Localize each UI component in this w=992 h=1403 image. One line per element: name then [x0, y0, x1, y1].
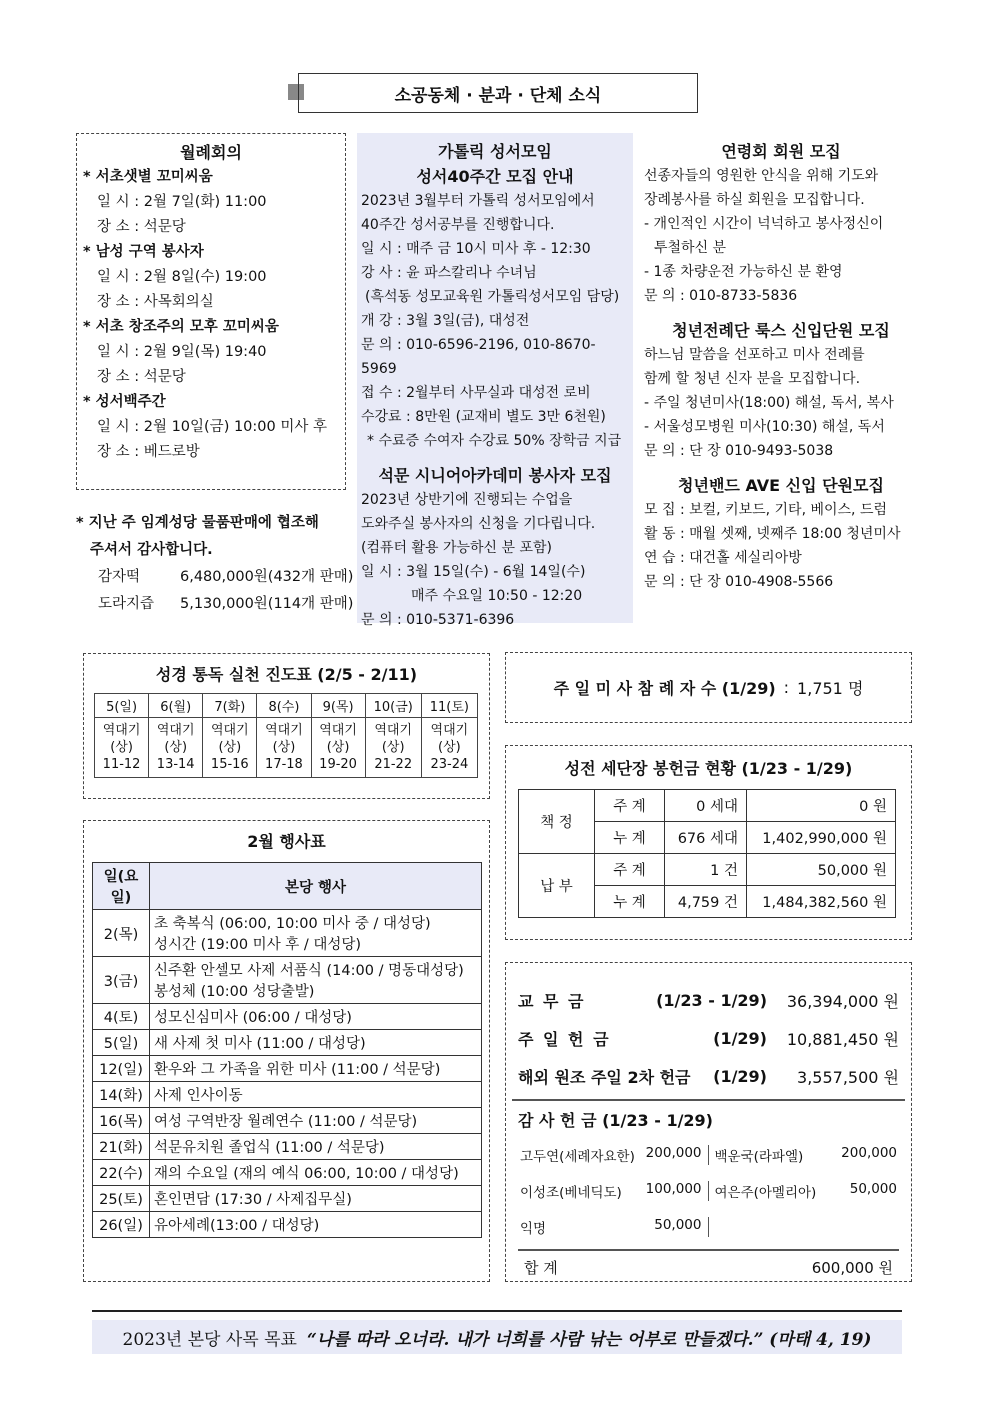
events-desc: [150, 1004, 482, 1030]
reading-vol: (상): [438, 740, 461, 755]
meeting-time: 일 시 : 2월 8일(수) 19:00: [97, 269, 267, 285]
events-col-date: 일(요일): [93, 863, 150, 910]
footer-rule: [92, 1310, 902, 1312]
gift-cell: [709, 1181, 900, 1201]
events-desc: [150, 1108, 482, 1134]
events-row: [93, 957, 482, 1004]
reading-vol: (상): [326, 740, 350, 755]
lux-line: 함께 할 청년 신자 분을 모집합니다.: [644, 371, 861, 387]
reading-book: 역대기: [374, 723, 413, 738]
events-date: 22(수): [93, 1160, 150, 1186]
money-value: 10,881,450 원: [786, 1029, 899, 1049]
gift-total: 합 계 600,000 원: [518, 1249, 899, 1283]
events-desc: [150, 1186, 482, 1212]
reading-vol: (상): [381, 740, 405, 755]
bongheon-table: [518, 789, 896, 918]
events-date: 12(일): [93, 1056, 150, 1082]
events-date: 3(금): [93, 957, 150, 1004]
reading-cell: [95, 718, 149, 778]
money-row: [518, 1057, 899, 1095]
bongheon-row: [519, 854, 896, 886]
events-row: [93, 1186, 482, 1212]
yeonryeong-line: - 개인적인 시간이 넉넉하고 봉사정신이: [644, 216, 884, 232]
reading-vol: (상): [272, 740, 296, 755]
bible-box: [357, 133, 633, 628]
bongheon-amount: 0 원: [747, 790, 896, 822]
senior-line: 2023년 상반기에 진행되는 수업을: [361, 492, 573, 508]
senior-line: 매주 수요일 10:50 - 12:20: [411, 588, 583, 604]
bongheon-count: 0 세대: [665, 790, 747, 822]
bible-line: 수강료 : 8만원 (교재비 별도 3만 6천원): [361, 409, 606, 425]
events-date: 21(화): [93, 1134, 150, 1160]
section-title: 소공동체 · 분과 · 단체 소식: [394, 85, 602, 106]
events-date: 26(일): [93, 1212, 150, 1238]
bongheon-kind: 주 계: [595, 790, 665, 822]
bongheon-kind: 누 계: [595, 822, 665, 854]
thanks-item: 도라지즙 5,130,000원(114개 판매): [98, 596, 354, 612]
band-title: 청년밴드 AVE 신입 단원모집: [678, 476, 884, 495]
events-item: 새 사제 첫 미사 (11:00 / 대성당): [154, 1036, 366, 1052]
events-desc: [150, 1212, 482, 1238]
bongheon-amount: 1,402,990,000 원: [747, 822, 896, 854]
gift-name: 여은주(아멜리아): [714, 1185, 817, 1201]
reading-day: 9(목): [311, 694, 365, 718]
lux-line: 문 의 : 단 장 010-9493-5038: [644, 443, 834, 459]
events-col-event: 본당 행사: [150, 863, 482, 910]
reading-table: [94, 693, 478, 778]
gift-title: 감 사 헌 금 (1/23 - 1/29): [518, 1110, 713, 1130]
yeonryeong-line: 선종자들의 영원한 안식을 위해 기도와: [644, 168, 879, 184]
yeonryeong-line: 문 의 : 010-8733-5836: [644, 288, 798, 304]
reading-vol: (상): [164, 740, 188, 755]
meeting-place: 장 소 : 베드로방: [97, 444, 200, 460]
yeonryeong-line: 장례봉사를 하실 회원을 모집합니다.: [644, 192, 865, 208]
bongheon-kind: 누 계: [595, 886, 665, 918]
events-item: 초 축복식 (06:00, 10:00 미사 중 / 대성당): [154, 916, 431, 932]
reading-cell: [203, 718, 257, 778]
bible-line: 문 의 : 010-6596-2196, 010-8670-5969: [361, 337, 596, 377]
events-row: [93, 1056, 482, 1082]
reading-book: 역대기: [265, 723, 303, 738]
thanks-item: 감자떡 6,480,000원(432개 판매): [98, 569, 354, 585]
meetings-title: 월례회의: [180, 143, 242, 162]
meeting-name: * 성서백주간: [83, 394, 166, 410]
events-date: 2(목): [93, 910, 150, 957]
bongheon-group: 납 부: [519, 854, 595, 918]
events-desc: [150, 910, 482, 957]
bible-line: 일 시 : 매주 금 10시 미사 후 - 12:30: [361, 241, 591, 257]
money-box: [505, 962, 912, 1282]
gift-amount: 100,000: [645, 1181, 702, 1197]
bible-line: * 수료증 수여자 수강료 50% 장학금 지급: [367, 433, 622, 449]
meeting-name: * 서초 창조주의 모후 꼬미씨움: [83, 319, 279, 335]
reading-book: 역대기: [430, 723, 469, 738]
lux-title: 청년전례단 룩스 신입단원 모집: [672, 321, 890, 340]
gift-row: [518, 1137, 899, 1173]
events-item: 유아세례(13:00 / 대성당): [154, 1218, 320, 1234]
events-item: 혼인면담 (17:30 / 사제집무실): [154, 1192, 352, 1208]
gift-amount: 200,000: [841, 1145, 897, 1161]
events-desc: [150, 1134, 482, 1160]
bongheon-count: 676 세대: [665, 822, 747, 854]
band-line: 문 의 : 단 장 010-4908-5566: [644, 574, 834, 590]
events-row: [93, 1082, 482, 1108]
gift-amount: 50,000: [849, 1181, 897, 1197]
events-desc: [150, 1160, 482, 1186]
yeonryeong-title: 연령회 회원 모집: [721, 142, 841, 161]
events-item: 석문유치원 졸업식 (11:00 / 석문당): [154, 1140, 385, 1156]
yeonryeong-line: 투철하신 분: [654, 240, 727, 256]
senior-line: 도와주실 봉사자의 신청을 기다립니다.: [361, 516, 596, 532]
meeting-name: * 서초샛별 꼬미씨움: [83, 169, 213, 185]
senior-line: 일 시 : 3월 15일(수) - 6월 14일(수): [361, 564, 586, 580]
reading-day: 8(수): [257, 694, 311, 718]
gift-name: 백운국(라파엘): [714, 1149, 804, 1165]
events-desc: [150, 957, 482, 1004]
reading-cell: [365, 718, 421, 778]
events-row: [93, 1004, 482, 1030]
meeting-place: 장 소 : 석문당: [97, 219, 186, 235]
bible-line: 2023년 3월부터 가톨릭 성서모임에서: [361, 193, 595, 209]
footer: [92, 1320, 902, 1354]
bible-line: (흑석동 성모교육원 가톨릭성서모임 담당): [365, 289, 620, 305]
attendance-box: 주 일 미 사 참 례 자 수 (1/29) : 1,751 명: [505, 652, 912, 723]
events-row: [93, 1212, 482, 1238]
reading-cell: [421, 718, 477, 778]
band-line: 연 습 : 대건홀 세실리아방: [644, 550, 802, 566]
bongheon-kind: 주 계: [595, 854, 665, 886]
reading-cell: [311, 718, 365, 778]
reading-book: 역대기: [102, 723, 141, 738]
section-header: [298, 73, 698, 113]
lux-line: 하느님 말씀을 선포하고 미사 전례를: [644, 347, 865, 363]
events-date: 4(토): [93, 1004, 150, 1030]
gift-name: 익명: [520, 1221, 547, 1237]
money-row: [518, 1019, 899, 1057]
gift-row: [518, 1173, 899, 1209]
recruit-column: [642, 133, 920, 600]
meeting-place: 장 소 : 석문당: [97, 369, 186, 385]
events-date: 5(일): [93, 1030, 150, 1056]
reading-ch: 13-14: [156, 757, 195, 772]
events-row: [93, 1160, 482, 1186]
bible-title2: 성서40주간 모집 안내: [416, 167, 574, 186]
reading-vol: (상): [218, 740, 242, 755]
reading-ch: 15-16: [210, 757, 249, 772]
gift-amount: 50,000: [654, 1217, 702, 1233]
meeting-time: 일 시 : 2월 9일(목) 19:40: [97, 344, 267, 360]
reading-book: 역대기: [210, 723, 249, 738]
reading-book: 역대기: [319, 723, 357, 738]
events-row: [93, 1030, 482, 1056]
bongheon-title: 성전 세단장 봉헌금 현황 (1/23 - 1/29): [564, 759, 853, 778]
reading-ch: 23-24: [430, 757, 469, 772]
bible-line: 강 사 : 윤 파스칼리나 수녀님: [361, 265, 537, 281]
reading-ch: 21-22: [374, 757, 413, 772]
gift-cell: [518, 1145, 709, 1165]
bongheon-group: 책 정: [519, 790, 595, 854]
events-table: [92, 862, 482, 1238]
reading-day: 5(일): [95, 694, 149, 718]
thanks-line1: * 지난 주 임계성당 물품판매에 협조해: [76, 515, 319, 531]
senior-line: 문 의 : 010-5371-6396: [361, 612, 515, 628]
reading-title: 성경 통독 실천 진도표 (2/5 - 2/11): [155, 665, 418, 684]
events-item: 성모신심미사 (06:00 / 대성당): [154, 1010, 352, 1026]
money-value: 36,394,000 원: [786, 991, 899, 1011]
thanks-block: [76, 510, 356, 618]
band-line: 활 동 : 매월 셋째, 넷째주 18:00 청년미사: [644, 526, 901, 542]
events-row: [93, 1108, 482, 1134]
events-item: 환우와 그 가족을 위한 미사 (11:00 / 석문당): [154, 1062, 441, 1078]
meeting-time: 일 시 : 2월 7일(화) 11:00: [97, 194, 267, 210]
meeting-name: * 남성 구역 봉사자: [83, 244, 204, 260]
lux-line: - 주일 청년미사(18:00) 해설, 독서, 복사: [644, 395, 894, 411]
money-row: [518, 981, 899, 1019]
bible-line: 40주간 성서공부를 진행합니다.: [361, 217, 555, 233]
events-item: 신주환 안셀모 사제 서품식 (14:00 / 명동대성당): [154, 963, 464, 979]
gift-cell: [518, 1217, 709, 1237]
meetings-box: [76, 133, 346, 490]
reading-cell: [257, 718, 311, 778]
bongheon-count: 1 건: [665, 854, 747, 886]
money-period: (1/29): [713, 1066, 767, 1086]
footer-prefix: 2023년 본당 사목 목표: [122, 1329, 297, 1350]
bongheon-count: 4,759 건: [665, 886, 747, 918]
bible-title1: 가톨릭 성서모임: [438, 142, 552, 161]
bible-line: 개 강 : 3월 3일(금), 대성전: [361, 313, 530, 329]
gift-list: [518, 1137, 899, 1245]
gift-name: 고두연(세례자요한): [520, 1149, 635, 1165]
reading-ch: 19-20: [319, 757, 357, 772]
events-desc: [150, 1082, 482, 1108]
events-title: 2월 행사표: [247, 832, 326, 851]
events-item: 봉성체 (10:00 성당출발): [154, 984, 315, 1000]
reading-ch: 11-12: [102, 757, 141, 772]
senior-title: 석문 시니어아카데미 봉사자 모집: [378, 466, 612, 485]
reading-book: 역대기: [156, 723, 195, 738]
events-date: 25(토): [93, 1186, 150, 1212]
reading-plan-box: [83, 653, 490, 799]
events-row: [93, 910, 482, 957]
money-value: 3,557,500 원: [797, 1067, 899, 1087]
money-label: 주 일 헌 금: [518, 1029, 611, 1049]
money-label: 교 무 금: [518, 991, 586, 1011]
reading-day: 6(월): [149, 694, 203, 718]
events-item: 여성 구역반장 월례연수 (11:00 / 석문당): [154, 1114, 418, 1130]
money-period: (1/23 - 1/29): [656, 990, 767, 1010]
events-item: 재의 수요일 (재의 예식 06:00, 10:00 / 대성당): [154, 1166, 459, 1182]
footer-motto: “나를 따라 오너라. 내가 너희를 사람 낚는 어부로 만들겠다.” (마태 4, 19): [306, 1329, 872, 1350]
meeting-time: 일 시 : 2월 10일(금) 10:00 미사 후: [97, 419, 327, 435]
money-label: 해외 원조 주일 2차 헌금: [518, 1067, 691, 1087]
events-desc: [150, 1056, 482, 1082]
gift-amount: 200,000: [645, 1145, 702, 1161]
events-desc: [150, 1030, 482, 1056]
money-period: (1/29): [713, 1028, 767, 1048]
events-item: 성시간 (19:00 미사 후 / 대성당): [154, 937, 362, 953]
events-box: [83, 820, 490, 1282]
events-row: [93, 1134, 482, 1160]
senior-line: (컴퓨터 활용 가능하신 분 포함): [361, 540, 553, 556]
gift-row: [518, 1209, 899, 1245]
yeonryeong-line: - 1종 차량운전 가능하신 분 환영: [644, 264, 843, 280]
gift-cell: [518, 1181, 709, 1201]
reading-day: 11(토): [421, 694, 477, 718]
reading-ch: 17-18: [265, 757, 303, 772]
lux-line: - 서울성모병원 미사(10:30) 해설, 독서: [644, 419, 885, 435]
bongheon-amount: 1,484,382,560 원: [747, 886, 896, 918]
bongheon-box: [505, 745, 912, 940]
gift-cell: [709, 1145, 900, 1165]
reading-day: 10(금): [365, 694, 421, 718]
meeting-place: 장 소 : 사목회의실: [97, 294, 214, 310]
events-date: 16(목): [93, 1108, 150, 1134]
bible-line: 접 수 : 2월부터 사무실과 대성전 로비: [361, 385, 591, 401]
reading-cell: [149, 718, 203, 778]
reading-day: 7(화): [203, 694, 257, 718]
thanks-line2: 주셔서 감사합니다.: [90, 542, 213, 558]
events-item: 사제 인사이동: [154, 1088, 243, 1104]
bongheon-row: [519, 790, 896, 822]
gift-name: 이성조(베네딕도): [520, 1185, 622, 1201]
attendance-value: 1,751 명: [797, 679, 864, 698]
events-date: 14(화): [93, 1082, 150, 1108]
bongheon-amount: 50,000 원: [747, 854, 896, 886]
band-line: 모 집 : 보컬, 키보드, 기타, 베이스, 드럼: [644, 502, 888, 518]
reading-vol: (상): [110, 740, 133, 755]
attendance-label: 주 일 미 사 참 례 자 수 (1/29): [553, 679, 776, 698]
